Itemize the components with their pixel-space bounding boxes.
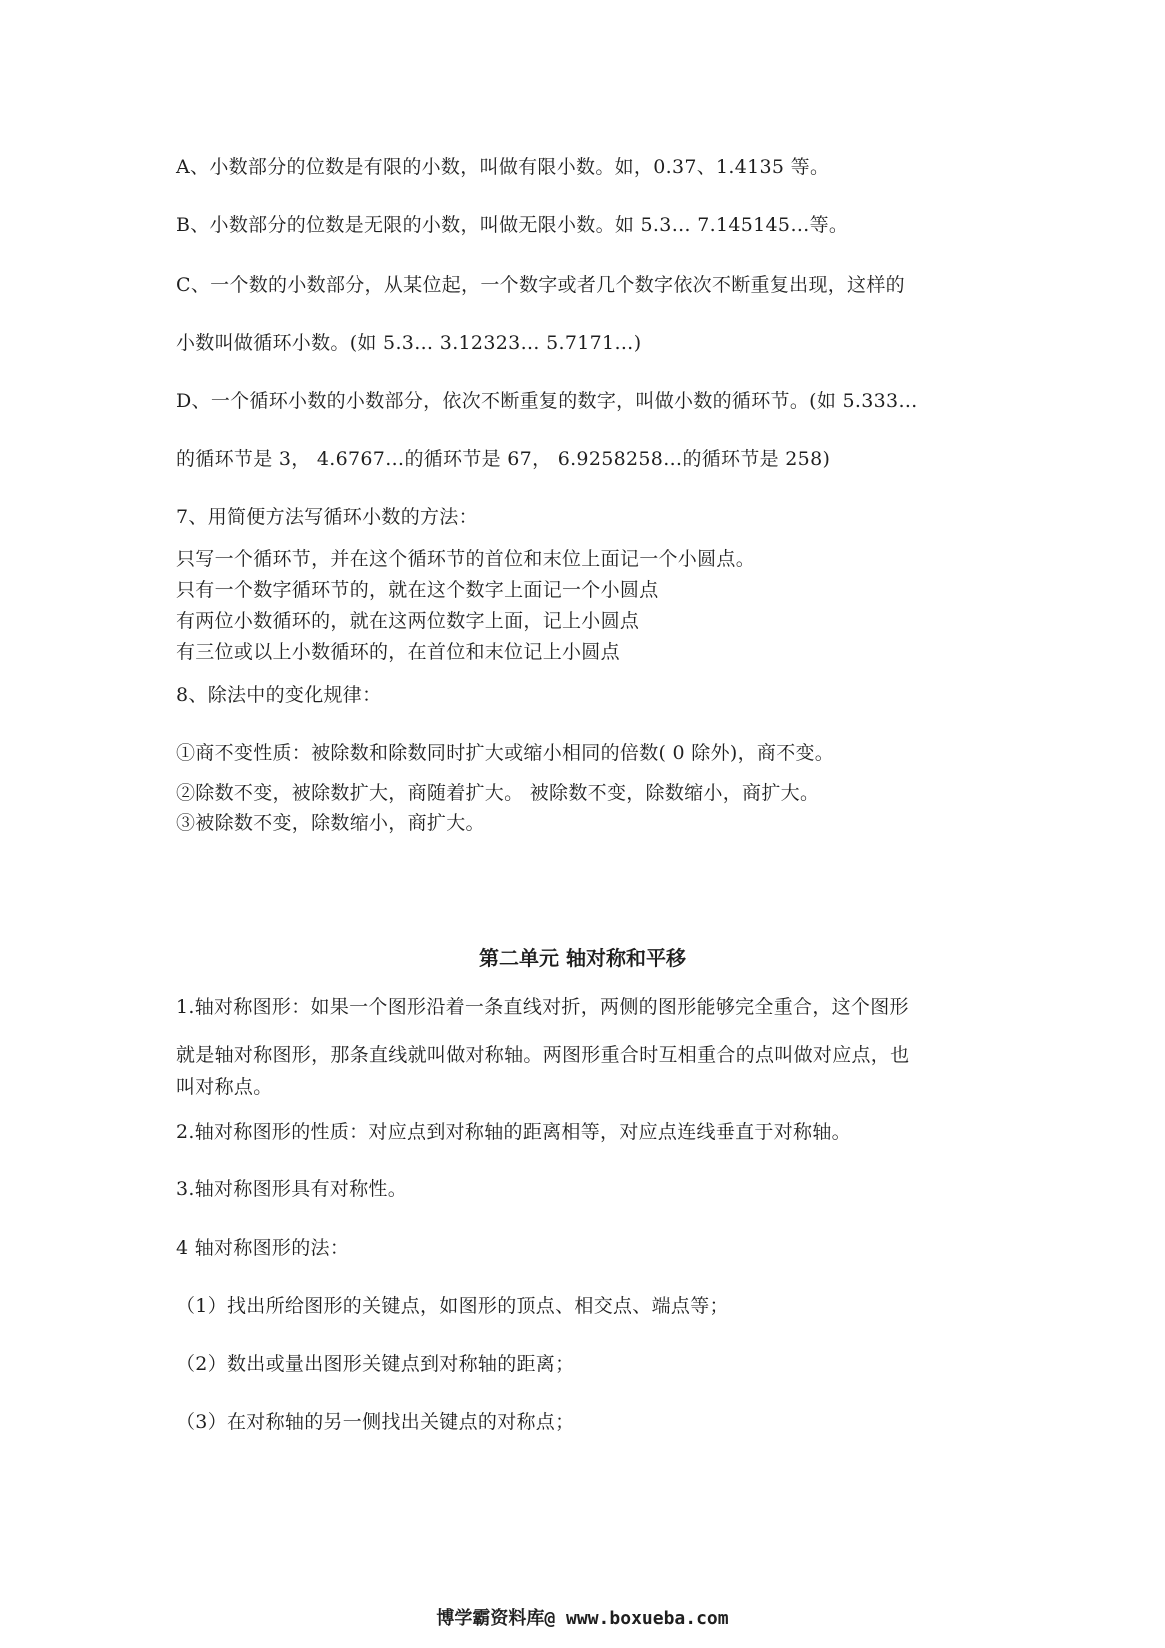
para-c-line-1: C、一个数的小数部分，从某位起，一个数字或者几个数字依次不断重复出现，这样的 [176,274,905,296]
unit2-p3: 3.轴对称图形具有对称性。 [176,1178,408,1200]
item8-line: ③被除数不变，除数缩小，商扩大。 [176,812,485,834]
item7-heading: 7、用简便方法写循环小数的方法： [176,506,478,528]
unit2-title: 第二单元 轴对称和平移 [479,946,686,970]
item7-line: 有三位或以上小数循环的，在首位和末位记上小圆点 [176,641,620,663]
para-d-line-1: D、一个循环小数的小数部分，依次不断重复的数字，叫做小数的循环节。(如 5.333… [176,390,918,412]
item8-line: ①商不变性质：被除数和除数同时扩大或缩小相同的倍数( 0 除外)，商不变。 [176,742,835,764]
footer-watermark: 博学霸资料库@ www.boxueba.com [436,1608,729,1629]
para-b: B、小数部分的位数是无限的小数，叫做无限小数。如 5.3… 7.145145…等。 [176,214,849,236]
para-c-line-2: 小数叫做循环小数。(如 5.3… 3.12323… 5.7171…) [176,332,642,354]
unit2-p4: 4 轴对称图形的法： [176,1237,350,1259]
unit2-step: （1）找出所给图形的关键点，如图形的顶点、相交点、端点等； [176,1295,729,1317]
item8-heading: 8、除法中的变化规律： [176,684,382,706]
item7-line: 只有一个数字循环节的，就在这个数字上面记一个小圆点 [176,579,659,601]
unit2-p1-line-2: 就是轴对称图形，那条直线就叫做对称轴。两图形重合时互相重合的点叫做对应点，也 [176,1044,910,1066]
item7-line: 只写一个循环节，并在这个循环节的首位和末位上面记一个小圆点。 [176,548,756,570]
unit2-step: （3）在对称轴的另一侧找出关键点的对称点； [176,1411,575,1433]
unit2-step: （2）数出或量出图形关键点到对称轴的距离； [176,1353,575,1375]
para-a: A、小数部分的位数是有限的小数，叫做有限小数。如，0.37、1.4135 等。 [176,156,830,178]
unit2-p1-line-3: 叫对称点。 [176,1076,273,1098]
item8-line: ②除数不变，被除数扩大，商随着扩大。 被除数不变，除数缩小，商扩大。 [176,782,820,804]
item7-line: 有两位小数循环的，就在这两位数字上面，记上小圆点 [176,610,640,632]
unit2-p2: 2.轴对称图形的性质：对应点到对称轴的距离相等，对应点连线垂直于对称轴。 [176,1121,851,1143]
unit2-p1-line-1: 1.轴对称图形：如果一个图形沿着一条直线对折，两侧的图形能够完全重合，这个图形 [176,996,909,1018]
para-d-line-2: 的循环节是 3， 4.6767…的循环节是 67， 6.9258258…的循环节是 258) [176,448,831,470]
